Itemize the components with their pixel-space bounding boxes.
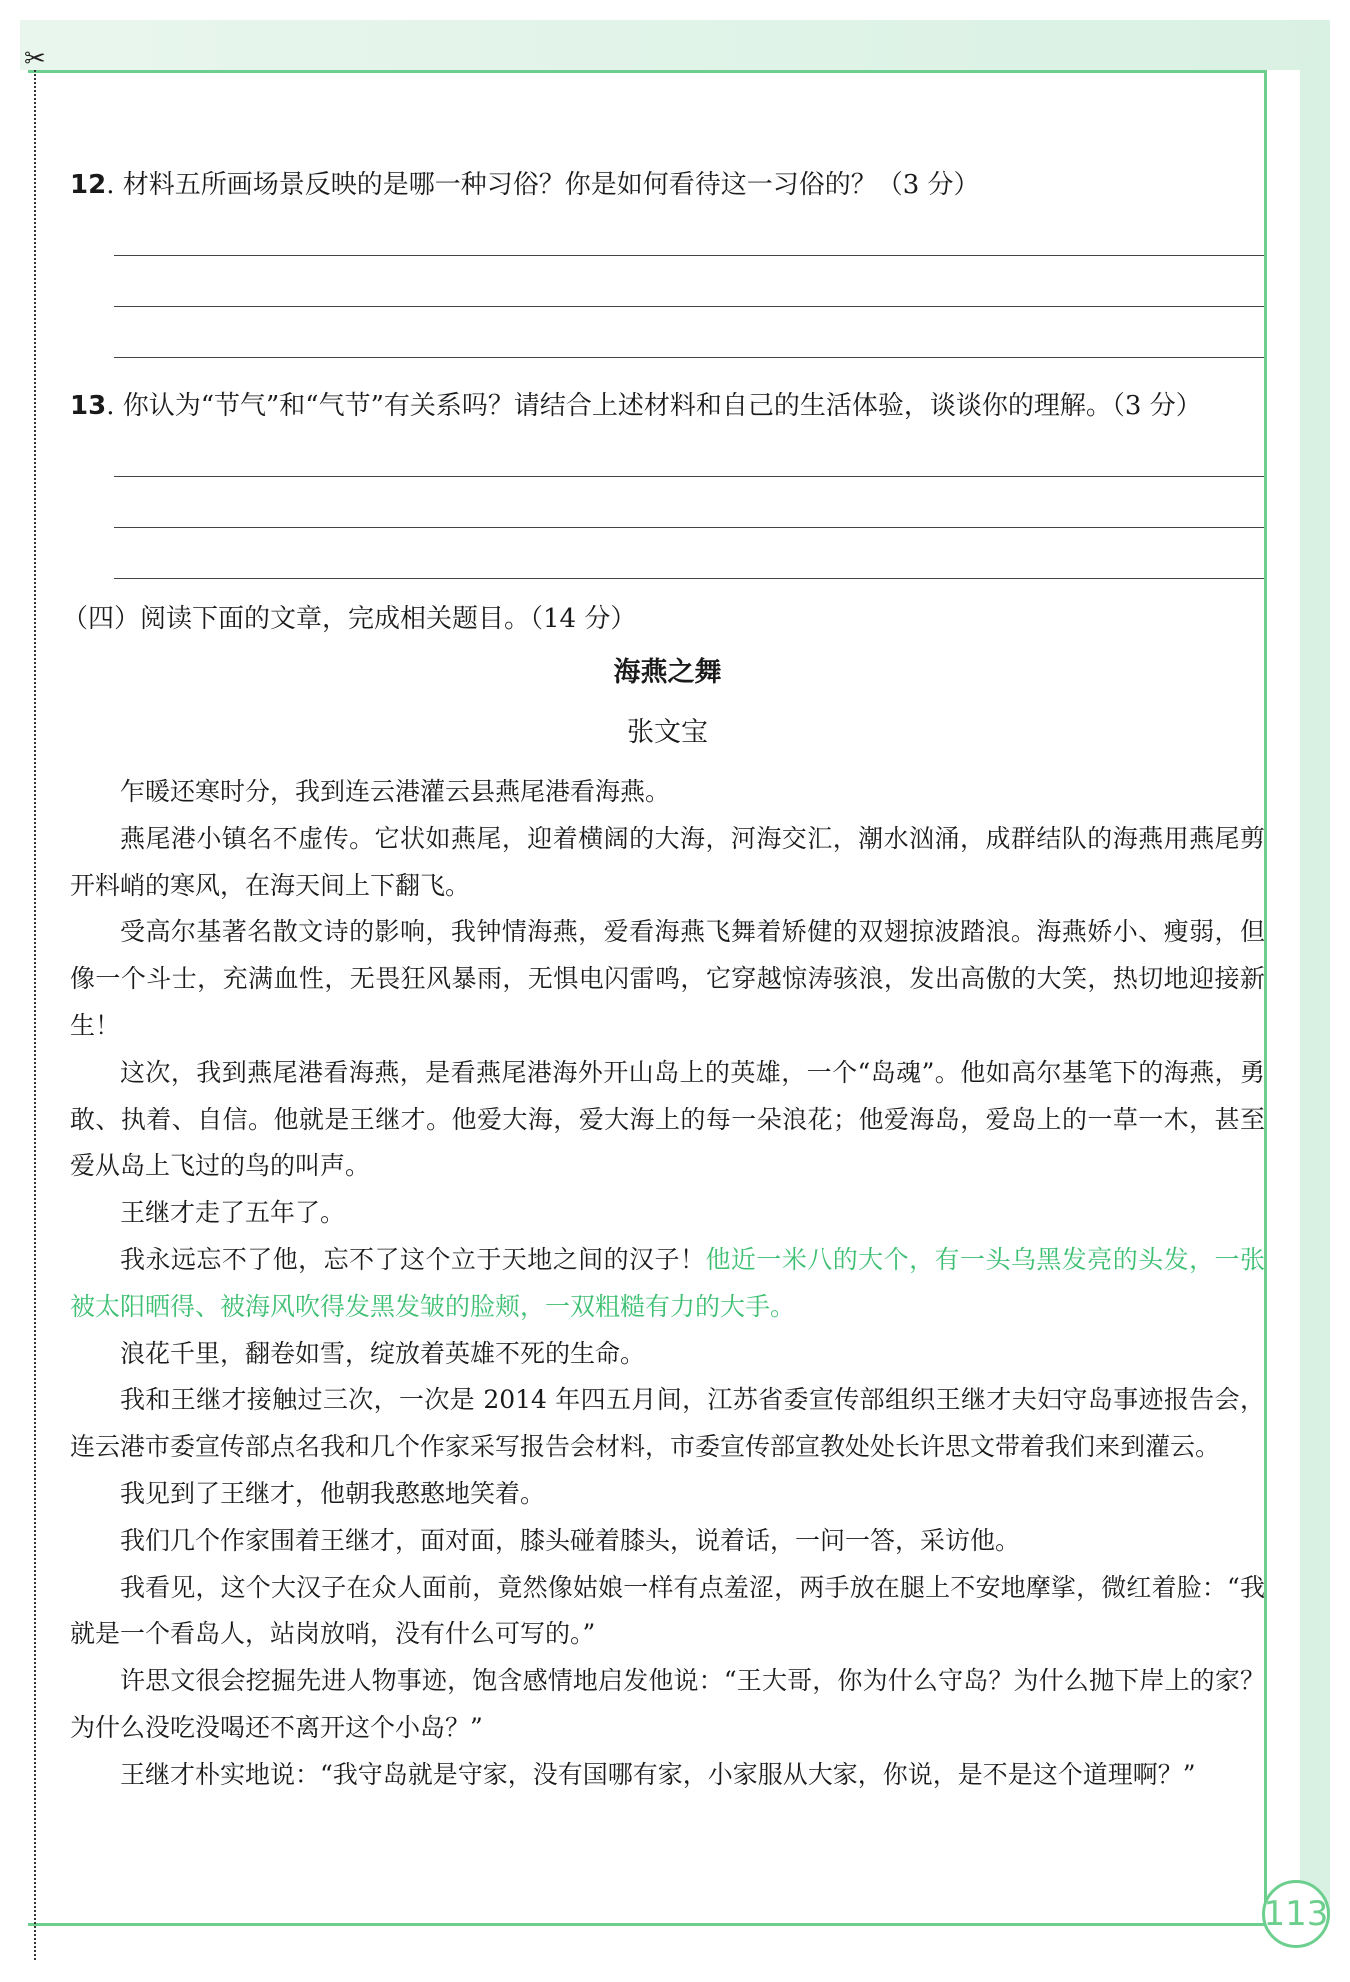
article-paragraph: 这次，我到燕尾港看海燕，是看燕尾港海外开山岛上的英雄，一个“岛魂”。他如高尔基笔下的海燕，勇敢、执着、自信。他就是王继才。他爱大海，爱大海上的每一朵浪花；他爱海岛，爱岛上的一草一木，甚至爱从岛上飞过的鸟的叫声。	[70, 1057, 1265, 1181]
page-content	[62, 165, 1265, 1799]
question-12	[70, 165, 1265, 205]
article-paragraph: 受高尔基著名散文诗的影响，我钟情海燕，爱看海燕飞舞着矫健的双翅掠波踏浪。海燕娇小、瘦弱，但像一个斗士，充满血性，无畏狂风暴雨，无惧电闪雷鸣，它穿越惊涛骇浪，发出高傲的大笑，热切地迎接新生！	[70, 917, 1265, 1040]
article-title: 海燕之舞	[613, 657, 722, 688]
section-heading: （四）阅读下面的文章，完成相关题目。（14 分）	[62, 604, 637, 634]
answer-line[interactable]	[114, 205, 1264, 256]
question-text: . 材料五所画场景反映的是哪一种习俗？你是如何看待这一习俗的？（3 分）	[106, 170, 980, 200]
question-number: 13	[70, 391, 107, 421]
paragraph-text: 我永远忘不了他，忘不了这个立于天地之间的汉子！	[120, 1244, 706, 1274]
article-paragraph: 我见到了王继才，他朝我憨憨地笑着。	[120, 1478, 546, 1508]
right-color-band	[1300, 60, 1330, 1920]
question-text: . 你认为“节气”和“气节”有关系吗？请结合上述材料和自己的生活体验，谈谈你的理解。（3 分）	[106, 391, 1202, 421]
answer-line[interactable]	[114, 477, 1264, 528]
question-number: 12	[70, 170, 107, 200]
cut-line	[34, 70, 36, 1960]
article-author: 张文宝	[627, 717, 708, 748]
article-paragraph: 王继才走了五年了。	[120, 1198, 346, 1228]
article-paragraph: 乍暖还寒时分，我到连云港灌云县燕尾港看海燕。	[120, 777, 671, 806]
highlighted-sentence: 他近一米八的大个，有一头乌黑发亮的头发，一张被太阳晒得、被海风吹得发黑发皱的脸颊，一双粗糙有力的大手。	[70, 1244, 1265, 1321]
article-paragraph: 浪花千里，翻卷如雪，绽放着英雄不死的生命。	[120, 1338, 646, 1368]
article-paragraph: 我们几个作家围着王继才，面对面，膝头碰着膝头，说着话，一问一答，采访他。	[120, 1525, 1021, 1555]
answer-line[interactable]	[114, 307, 1264, 358]
article-paragraph: 许思文很会挖掘先进人物事迹，饱含感情地启发他说：“王大哥，你为什么守岛？为什么抛下岸上的家？为什么没吃没喝还不离开这个小岛？”	[70, 1666, 1265, 1742]
question-13	[70, 386, 1265, 426]
article-paragraph: 我看见，这个大汉子在众人面前，竟然像姑娘一样有点羞涩，两手放在腿上不安地摩挲，微红着脸：“我就是一个看岛人，站岗放哨，没有什么可写的。”	[70, 1572, 1265, 1649]
scissors-icon: ✂	[24, 44, 46, 74]
answer-line[interactable]	[114, 528, 1264, 579]
article-body	[70, 769, 1265, 1799]
answer-line[interactable]	[114, 256, 1264, 307]
article-paragraph: 燕尾港小镇名不虚传。它状如燕尾，迎着横阔的大海，河海交汇，潮水汹涌，成群结队的海燕用燕尾剪开料峭的寒风，在海天间上下翻飞。	[70, 823, 1265, 900]
page-number: 113	[1262, 1880, 1330, 1948]
answer-line[interactable]	[114, 426, 1264, 477]
top-color-band	[20, 20, 1330, 74]
article-paragraph: 王继才朴实地说：“我守岛就是守家，没有国哪有家，小家服从大家，你说，是不是这个道理啊？”	[120, 1759, 1196, 1789]
article-paragraph: 我和王继才接触过三次，一次是 2014 年四五月间，江苏省委宣传部组织王继才夫妇守岛事迹报告会，连云港市委宣传部点名我和几个作家采写报告会材料，市委宣传部宣教处处长许思文带着我们来到灌云。	[70, 1385, 1265, 1462]
article-paragraph	[70, 1237, 1265, 1331]
